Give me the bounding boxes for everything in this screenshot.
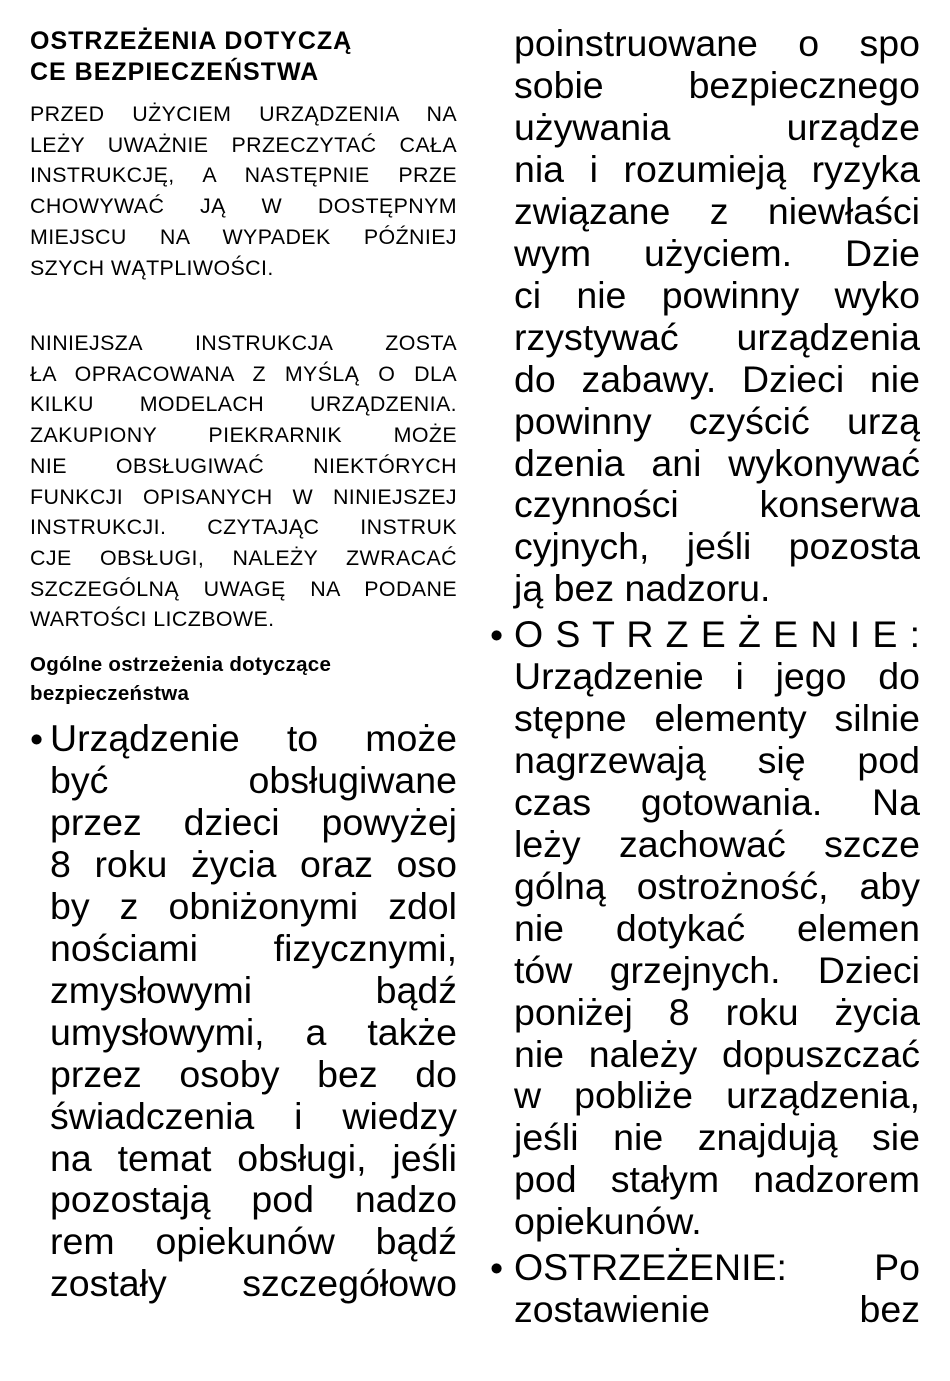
text-line: być obsługiwane [50, 758, 457, 801]
text-line: przez dzieci powyżej [50, 800, 457, 843]
heading-line: OSTRZEŻENIA DOTYCZĄ [30, 27, 353, 55]
text-line: FUNKCJI OPISANYCH W NINIEJSZEJ [30, 484, 457, 509]
text-line: używania urządze [514, 105, 920, 148]
text-line: dzenia ani wykonywać [514, 441, 920, 484]
text-line: Urządzenie i jego do [514, 654, 920, 697]
bullet-1-text [50, 718, 457, 1305]
text-line: powinny czyścić urzą [514, 399, 920, 442]
text-line: WARTOŚCI LICZBOWE. [30, 607, 275, 632]
text-line: INSTRUKCJĘ, A NASTĘPNIE PRZE [30, 163, 457, 188]
text-line: pozostają pod nadzo [50, 1178, 457, 1221]
text-line: tów grzejnych. Dzieci [514, 948, 920, 991]
text-line: zostawienie bez [514, 1287, 920, 1330]
text-line: ci nie powinny wyko [514, 273, 920, 316]
text-line: nagrzewają się pod [514, 738, 920, 781]
text-line: 8 roku życia oraz oso [50, 842, 457, 885]
subheading [30, 650, 331, 708]
text-line: wym użyciem. Dzie [514, 231, 920, 274]
text-line: czynności konserwa [514, 483, 920, 526]
text-line: nia i rozumieją ryzyka [514, 147, 920, 190]
text-line: nościami fizycznymi, [50, 926, 457, 969]
text-line: zmysłowymi bądź [50, 968, 457, 1011]
text-line: pod stałym nadzorem [514, 1158, 920, 1201]
text-line: sobie bezpiecznego [514, 63, 920, 106]
text-line: związane z niewłaści [514, 189, 920, 232]
text-line: NIE OBSŁUGIWAĆ NIEKTÓRYCH [30, 453, 457, 478]
text-line: LEŻY UWAŻNIE PRZECZYTAĆ CAŁA [30, 132, 457, 157]
bullet-2-text [514, 614, 920, 1243]
text-line: rem opiekunów bądź [50, 1220, 457, 1263]
text-line: O S T R Z E Ż E N I E : [514, 613, 920, 655]
text-line: jeśli nie znajdują sie [514, 1116, 920, 1159]
intro-paragraph [30, 99, 457, 283]
text-line: nie należy dopuszczać [514, 1032, 920, 1075]
heading-line: CE BEZPIECZEŃSTWA [30, 58, 320, 86]
text-line: Urządzenie to może [50, 717, 457, 759]
text-line: cyjnych, jeśli pozosta [514, 525, 920, 568]
text-line: SZYCH WĄTPLIWOŚCI. [30, 255, 274, 280]
text-line: NINIEJSZA INSTRUKCJA ZOSTA [30, 331, 457, 355]
text-line: INSTRUKCJI. CZYTAJĄC INSTRUK [30, 515, 457, 540]
text-line: umysłowymi, a także [50, 1010, 457, 1053]
bullet-marker: • [30, 718, 44, 760]
text-line: CJE OBSŁUGI, NALEŻY ZWRACAĆ [30, 545, 457, 570]
bullet-marker: • [490, 1247, 504, 1289]
text-line: ŁA OPRACOWANA Z MYŚLĄ O DLA [30, 361, 457, 386]
text-line: czas gotowania. Na [514, 780, 920, 823]
text-line: na temat obsługi, jeśli [50, 1136, 457, 1179]
text-line: by z obniżonymi zdol [50, 884, 457, 927]
text-line: stępne elementy silnie [514, 696, 920, 739]
text-line: do zabawy. Dzieci nie [514, 357, 920, 400]
text-line: ZAKUPIONY PIEKRARNIK MOŻE [30, 423, 457, 448]
subheading-line: Ogólne ostrzeżenia dotyczące [30, 653, 332, 676]
bullet-marker: • [490, 614, 504, 656]
bullet-3-text [514, 1247, 920, 1331]
text-line: OSTRZEŻENIE: Po [514, 1246, 920, 1288]
text-line: opiekunów. [514, 1200, 702, 1243]
text-line: leży zachować szcze [514, 822, 920, 865]
text-line: świadczenia i wiedzy [50, 1094, 457, 1137]
text-line: MIEJSCU NA WYPADEK PÓŹNIEJ [30, 224, 457, 249]
text-line: nie dotykać elemen [514, 906, 920, 949]
text-line: rzystywać urządzenia [514, 315, 920, 358]
text-line: CHOWYWAĆ JĄ W DOSTĘPNYM [30, 194, 457, 219]
text-line: PRZED UŻYCIEM URZĄDZENIA NA [30, 102, 457, 126]
models-paragraph [30, 328, 457, 635]
text-line: ją bez nadzoru. [514, 567, 771, 610]
text-line: KILKU MODELACH URZĄDZENIA. [30, 392, 457, 417]
text-line: SZCZEGÓLNĄ UWAGĘ NA PODANE [30, 576, 457, 601]
text-line: poinstruowane o spo [514, 22, 920, 64]
section-heading [30, 26, 352, 88]
text-line: przez osoby bez do [50, 1052, 457, 1095]
text-line: poniżej 8 roku życia [514, 990, 920, 1033]
subheading-line: bezpieczeństwa [30, 682, 190, 705]
text-line: zostały szczegółowo [50, 1262, 457, 1305]
bullet-1-continuation [514, 23, 920, 610]
text-line: w pobliże urządzenia, [514, 1074, 920, 1117]
text-line: gólną ostrożność, aby [514, 864, 920, 907]
